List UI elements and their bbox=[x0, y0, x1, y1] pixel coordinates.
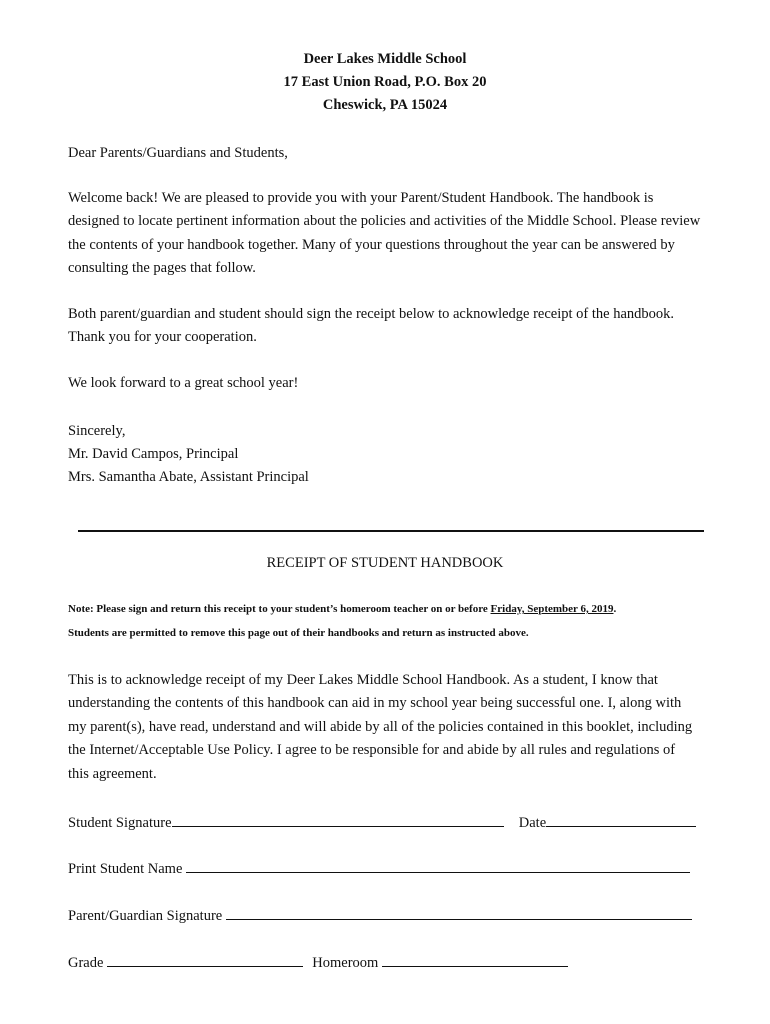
receipt-note bbox=[68, 603, 616, 615]
letter-paragraph-2: Both parent/guardian and student should sign the receipt below to acknowledge receipt of the handbook. Thank you for your cooperation. bbox=[68, 306, 675, 346]
grade-label: Grade bbox=[68, 955, 108, 971]
school-city-state-zip: Cheswick, PA 15024 bbox=[322, 97, 448, 113]
homeroom-field[interactable] bbox=[382, 952, 568, 967]
grade-field[interactable] bbox=[107, 952, 303, 967]
letter-paragraph-1: Welcome back! We are pleased to provide you with your Parent/Student Handbook. The handbook is designed to locate pertinent information about the policies and activities of the Middle School. Please review the contents of your handbook together. Many of your questions throughout the year can be answered by consulting the pages that follow. bbox=[68, 190, 701, 277]
parent-signature-label: Parent/Guardian Signature bbox=[68, 908, 226, 924]
print-name-label: Print Student Name bbox=[68, 861, 187, 877]
receipt-note-line-2: Students are permitted to remove this page out of their handbooks and return as instructed above. bbox=[68, 627, 529, 639]
acknowledgement-paragraph: This is to acknowledge receipt of my Deer Lakes Middle School Handbook. As a student, I know that understanding the contents of this handbook can aid in my school year being successful one. I, along with my parent(s), have read, understand and will abide by all of the policies contained in this booklet, including the Internet/Acceptable Use Policy. I agree to be responsible for and abide by all rules and regulations of this agreement. bbox=[68, 672, 693, 782]
date-label: Date bbox=[518, 815, 547, 831]
signer-principal: Mr. David Campos, Principal bbox=[68, 446, 239, 462]
parent-signature-field[interactable] bbox=[226, 905, 692, 920]
school-name: Deer Lakes Middle School bbox=[303, 51, 467, 67]
homeroom-label: Homeroom bbox=[312, 955, 382, 971]
parent-signature-row bbox=[68, 905, 692, 925]
salutation: Dear Parents/Guardians and Students, bbox=[68, 145, 288, 161]
school-address: 17 East Union Road, P.O. Box 20 bbox=[283, 74, 487, 90]
grade-homeroom-row bbox=[68, 952, 568, 972]
print-name-field[interactable] bbox=[186, 858, 690, 873]
closing: Sincerely, bbox=[68, 423, 126, 439]
note-due-date: Friday, September 6, 2019 bbox=[490, 603, 614, 615]
note-period: . bbox=[613, 603, 617, 615]
horizontal-divider bbox=[78, 530, 704, 532]
date-field[interactable] bbox=[546, 812, 696, 827]
student-signature-row bbox=[68, 812, 696, 832]
print-name-row bbox=[68, 858, 690, 878]
receipt-title: RECEIPT OF STUDENT HANDBOOK bbox=[266, 555, 504, 571]
signer-assistant-principal: Mrs. Samantha Abate, Assistant Principal bbox=[68, 469, 309, 485]
note-text: Note: Please sign and return this receipt to your student’s homeroom teacher on or before bbox=[68, 603, 491, 615]
student-signature-field[interactable] bbox=[172, 812, 504, 827]
student-signature-label: Student Signature bbox=[68, 815, 172, 831]
letter-paragraph-3: We look forward to a great school year! bbox=[68, 375, 299, 391]
